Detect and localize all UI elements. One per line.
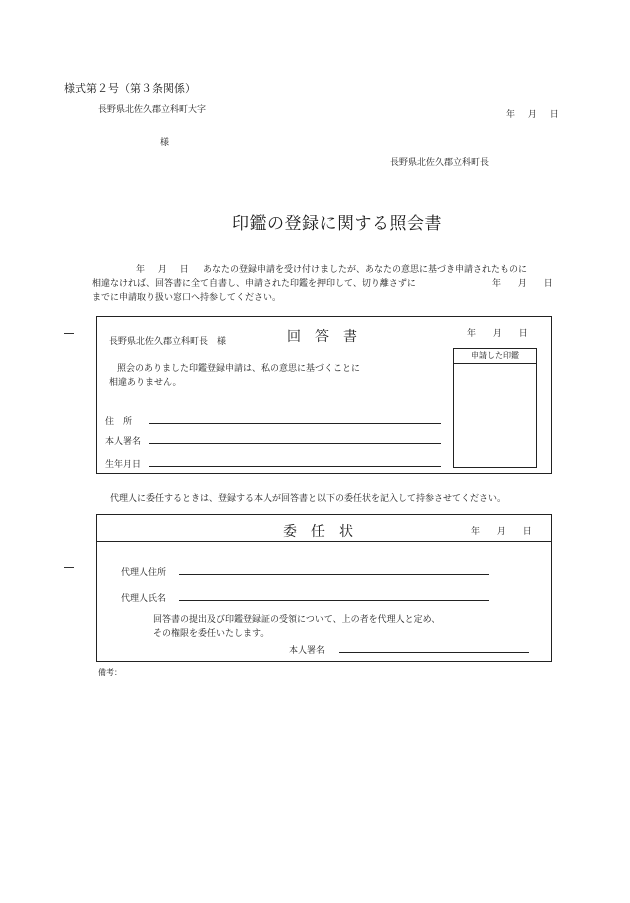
date-day: 日 (549, 110, 559, 120)
address-line: 長野県北佐久郡立科町大字 (98, 105, 207, 115)
address-label: 住 所 (105, 417, 133, 427)
deadline-day: 日 (543, 279, 553, 289)
proxy-note: 代理人に委任するときは、登録する本人が回答書と以下の委任状を記入して持参させてください。 (110, 494, 507, 504)
intro-deadline (492, 276, 553, 289)
signature-label: 本人署名 (105, 437, 142, 447)
intro-date-month: 月 (157, 265, 167, 275)
address-field-line[interactable] (149, 423, 441, 424)
delegation-text-1: 回答書の提出及び印鑑登録証の受領について、上の者を代理人と定め、 (153, 615, 441, 625)
reply-statement-2: 相違ありません。 (109, 378, 182, 388)
delegation-signature-label: 本人署名 (289, 646, 326, 656)
reply-date-month: 月 (492, 329, 502, 339)
cut-mark (64, 333, 74, 334)
deadline-year: 年 (492, 279, 502, 289)
seal-box[interactable] (453, 348, 537, 468)
reply-date-day: 日 (518, 329, 528, 339)
delegation-date-month: 月 (496, 527, 506, 537)
header-date (506, 107, 559, 120)
birthdate-label: 生年月日 (105, 460, 142, 470)
reply-addressee: 長野県北佐久郡立科町長 様 (109, 337, 227, 347)
delegation-date (471, 524, 532, 537)
proxy-address-line[interactable] (179, 574, 489, 575)
delegation-divider (97, 541, 551, 542)
delegation-date-day: 日 (522, 527, 532, 537)
intro-date (136, 262, 189, 275)
issuer-name: 長野県北佐久郡立科町長 (390, 158, 490, 168)
date-month: 月 (527, 110, 537, 120)
deadline-month: 月 (517, 279, 527, 289)
intro-line-2: 相違なければ、回答書に全て自書し、申請された印鑑を押印して、切り離さずに (92, 279, 416, 289)
cut-mark (64, 567, 74, 568)
reply-title: 回 答 書 (287, 329, 357, 345)
intro-date-day: 日 (179, 265, 189, 275)
reply-statement-1: 照会のありました印鑑登録申請は、私の意思に基づくことに (117, 364, 361, 374)
delegation-title: 委 任 状 (283, 524, 353, 540)
delegation-box (96, 514, 552, 662)
delegation-signature-line[interactable] (339, 652, 529, 653)
form-number: 様式第２号（第３条関係） (64, 82, 196, 95)
signature-field-line[interactable] (149, 443, 441, 444)
delegation-text-2: その権限を委任いたします。 (153, 629, 270, 639)
intro-line-3: までに申請取り扱い窓口へ持参してください。 (92, 293, 282, 303)
proxy-name-line[interactable] (179, 600, 489, 601)
reply-date-year: 年 (467, 329, 477, 339)
document-title: 印鑑の登録に関する照会書 (232, 214, 442, 234)
reply-date (467, 326, 528, 339)
birthdate-field-line[interactable] (149, 466, 441, 467)
proxy-name-label: 代理人氏名 (121, 594, 167, 604)
proxy-address-label: 代理人住所 (121, 568, 167, 578)
seal-label: 申請した印鑑 (454, 349, 536, 364)
intro-line-1: あなたの登録申請を受け付けましたが、あなたの意思に基づき申請されたものに (203, 265, 528, 275)
recipient-suffix: 様 (160, 138, 170, 148)
date-year: 年 (506, 110, 516, 120)
intro-date-year: 年 (136, 265, 146, 275)
reply-box (96, 316, 552, 474)
delegation-date-year: 年 (471, 527, 481, 537)
remarks-label: 備考： (98, 668, 122, 677)
